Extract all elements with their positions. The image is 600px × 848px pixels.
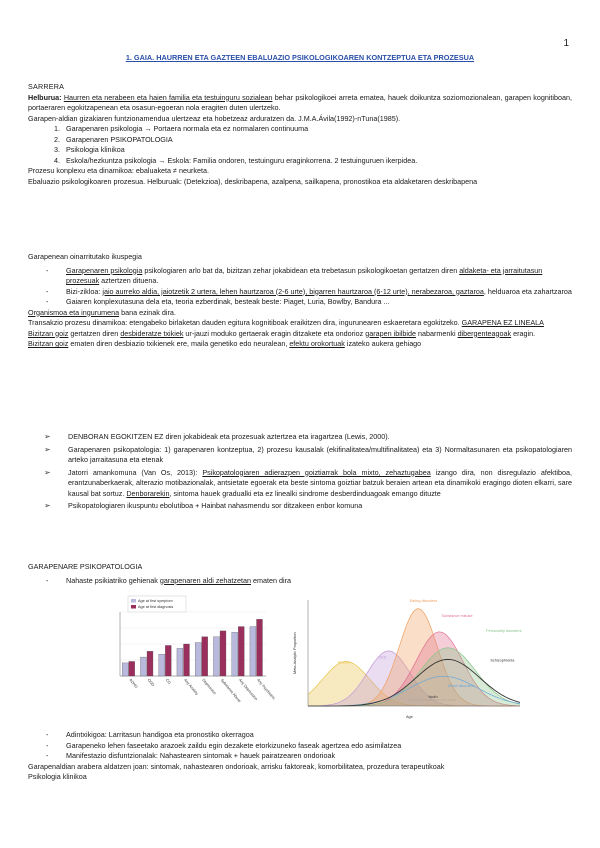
x-tick-label: Depression: [201, 678, 217, 696]
ikuspegia-heading: Garapenean oinarritutako ikuspegia: [28, 252, 142, 261]
ikuspegia-list: [28, 266, 572, 308]
helburua-paragraph: [28, 93, 572, 114]
list-item: 4. Eskola/hezkuntza psikologia → Eskola: Familia ondoren, testuinguru eraginkorrena. 2 testuinguruen ikerpidea.: [62, 156, 572, 167]
bar: [177, 648, 183, 676]
underlined-text: Bizitzan goiz: [28, 339, 69, 348]
x-tick-label: ODD: [146, 678, 156, 688]
text: , sintoma hauek gradualki eta ez linealki sindrome desberdinduagoak emango dituzte: [169, 488, 441, 498]
list-item: [58, 266, 572, 287]
series-label: Mood disorders: [447, 683, 475, 688]
bar: [232, 632, 238, 676]
text: eragin.: [511, 328, 536, 338]
page-title: 1. GAIA. HAURREN ETA GAZTEEN EBALUAZIO PSIKOLOGIKOAREN KONTZEPTUA ETA PROZESUA: [125, 53, 475, 62]
text: ematen diren desbiazio txikienek ere, maila genetiko edo neuralean,: [68, 339, 290, 348]
page-number: 1: [563, 38, 569, 49]
text: aztertzen dituena.: [99, 276, 159, 285]
series-label: Anxiety: [337, 660, 351, 665]
list-item: - Manifestazio disfuntzionalak: Nahastearen sintomak + hauek pairatzearen ondorioak: [58, 751, 572, 762]
text: bana ezinak dira.: [119, 307, 176, 317]
bar: [122, 663, 128, 676]
ebaluazio-line: Ebaluazio psikologikoaren prozesua. Helburuak: (Detekzioa), deskribapena, azalpena, sailkapena, pronostikoa eta aldaketaren deskribapena: [28, 176, 478, 186]
bar-chart: [98, 594, 276, 724]
list-item: - Adintxikigoa: Larritasun handigoa eta pronostiko okerragoa: [58, 730, 572, 741]
text: gertatzen diren: [68, 328, 121, 338]
bar: [195, 643, 201, 676]
underlined-text: jaio aurreko aldia, jaiotzetik 2 urtera, lehen haurtzaroa (2-6 urte), bigarren haurtzaroa (6-12 urte), nerabezaroa, gaztaroa: [102, 286, 484, 296]
prozesu-line: Prozesu konplexu eta dinamikoa: ebaluaketa ≠ neurketa.: [28, 166, 209, 175]
garapen-line: Garapen-aldian gizakiaren funtzionamendua ulertzeaz eta hobetzeaz arduratzen da. J.M.A.Ávila(1992)-nTuna(1985).: [28, 113, 401, 123]
underlined-text: aldaketa- eta jarraitutasun prozesuak: [66, 265, 543, 285]
list-item: [58, 287, 572, 298]
helburua-rest: behar psikologikoei arreta ematea, hauek doikuntza soziomozionalean, garapen kognitiboan, portaeraren egokitzapenean eta osasun-egoeran nola eragiten duten ulertzeko.: [28, 92, 573, 112]
bar: [159, 654, 165, 676]
psikopatologia-section: [28, 562, 572, 586]
transakzio-line: [28, 318, 572, 329]
bar: [257, 619, 263, 676]
x-tick-label: Any Anxiety: [183, 678, 199, 696]
bar: [184, 644, 190, 676]
underlined-text: Garapenaren psikologia: [66, 265, 143, 275]
arrow-section: [28, 432, 572, 514]
underlined-text: desbideratze txikiek: [120, 328, 184, 338]
arrow-item: [58, 468, 572, 500]
underlined-text: Organismoa eta ingurumena: [28, 307, 120, 317]
x-tick-label: Substance Abuse: [219, 678, 242, 704]
bizitzan-line-2: [28, 339, 572, 350]
organismo-line: [28, 308, 572, 319]
psikopatologia-list: [28, 576, 572, 587]
psikologia-klinikoa-line: Psikologia klinikoa: [28, 772, 87, 781]
underlined-text: dibergenteagoak: [457, 328, 512, 338]
text: ematen dira: [251, 575, 291, 585]
series-label: Schizophrenia: [490, 658, 515, 663]
bottom-list: [28, 730, 572, 762]
underlined-text: Psikopatologiaren adierazpen goiztiarrak bola mixto, zehaztugabea: [202, 467, 431, 477]
underlined-text: GARAPENA EZ LINEALA: [461, 318, 544, 327]
bar: [140, 657, 146, 676]
sarrera-heading: SARRERA: [28, 82, 65, 91]
helburua-label: Helburua:: [28, 92, 62, 102]
legend-swatch: [131, 599, 136, 603]
list-item: 1. Garapenaren psikologia → Portaera normala eta ez normalaren continuuma: [62, 124, 572, 135]
sarrera-list: [28, 124, 572, 166]
garapenaldian-line: Garapenaldian arabera aldatzen joan: sintomak, nahastearen ondorioak, arrisku faktoreak, komorbilitatea, prozedura terapeutikoak: [28, 761, 445, 771]
series-label: Personality disorders: [486, 628, 522, 633]
arrow-list: [28, 432, 572, 512]
bar: [165, 645, 171, 676]
line-chart: [288, 594, 528, 724]
y-axis-label: Meta-Analytic Proportion: [293, 632, 297, 674]
underlined-text: Denborarekin: [126, 488, 170, 498]
list-item: 2. Garapenaren PSIKOPATOLOGIA: [62, 135, 572, 146]
text: izateko aukera gehiago: [344, 339, 422, 348]
charts-figure: [98, 594, 528, 724]
arrow-item: ➢ DENBORAN EGOKITZEN EZ diren jokabideak eta prozesuak aztertzea eta iragartzea (Lewis, 2000).: [58, 432, 572, 443]
text: nabarmenki: [416, 328, 458, 338]
bizitzan-line-1: [28, 329, 572, 340]
series-label: Eating disorders: [409, 599, 438, 604]
bar: [213, 637, 219, 676]
list-item: 3. Psikologia klinikoa: [62, 145, 572, 156]
youth-annotation: Youth: [428, 695, 438, 699]
sarrera-section: [28, 82, 572, 187]
text: Nahaste psikiatriko gehienak: [66, 575, 160, 585]
helburua-underlined: Haurren eta nerabeen eta haien familia eta testuinguru sozialean: [63, 92, 273, 102]
x-axis-label: Age: [406, 715, 413, 719]
x-tick-label: Any Psychiatric: [256, 678, 276, 701]
series-label: Substance misuse: [441, 613, 473, 618]
series-label: OCD: [377, 655, 387, 660]
bar: [202, 637, 208, 676]
text: Jatorri amankomuna (Van Os, 2013):: [68, 467, 203, 477]
bar-legend: [128, 596, 186, 612]
text: psikologiaren arlo bat da, bizitzan zehar jokabidean eta trebetasun psikologikoetan gertatzen diren: [142, 265, 460, 275]
legend-label: Age at first diagnosis: [138, 605, 174, 610]
bar: [250, 627, 256, 676]
underlined-text: Bizitzan goiz: [28, 328, 69, 338]
legend-swatch: [131, 605, 136, 609]
bar: [220, 631, 226, 676]
text: izango dira, non disregulazio afektiboa, erantzunaberkaerak, alterazio motibazionalak, antsietate egoerak eta beste sintoma goiztiar batzuk beraien artean eta dinamikoki eragingo dioten elkarri, sare kausal bat sortuz.: [68, 467, 572, 498]
text: ur-jauzi moduko gertaerak eragin ditzakete eta ondorioz: [183, 328, 366, 338]
ikuspegia-section: [28, 252, 572, 350]
legend-label: Age at first symptom: [138, 599, 173, 604]
arrow-item: ➢ Garapenaren psikopatologia: 1) garapenaren kontzeptua, 2) prozesu kausalak (ekifinalitatea/multifinalitatea) eta 3) Normaltasunaren eta psikopatologiaren arteko jarraitasuna eta etenak: [58, 445, 572, 466]
list-item: - Garapeneko lehen faseetako arazoek zaildu egin dezakete etorkizuneko faseak agertzea edo asimilatzea: [58, 741, 572, 752]
text: Transakzio prozesu dinamikoa: etengabeko birlaketan dauden egitura kognitiboak eraikitzen dira, ingurunearen eskaeretara egokitzeko.: [28, 318, 460, 327]
bottom-section: [28, 730, 572, 783]
arrow-item: ➢ Psikopatologiaren ikuspuntu ebolutiboa + Hainbat nahasmendu sor ditzakeen enbor komuna: [58, 501, 572, 512]
underlined-text: garapen ibilbide: [365, 328, 416, 338]
bar: [129, 661, 135, 676]
bar: [147, 651, 153, 676]
underlined-text: garapenaren aldi zehatzetan: [159, 575, 252, 585]
list-item: - Gaiaren konplexutasuna dela eta, teoria ezberdinak, besteak beste: Piaget, Luria, Bowlby, Bandura ...: [58, 297, 572, 308]
text: Bizi-zikloa:: [66, 286, 103, 296]
text: , helduaroa eta zahartzaroa: [483, 286, 572, 296]
x-tick-label: Any Depression: [237, 678, 259, 702]
x-tick-label: ADHD: [128, 678, 139, 689]
list-item: [58, 576, 572, 587]
psikopatologia-heading: GARAPENARE PSIKOPATOLOGIA: [28, 562, 143, 571]
bar: [238, 627, 244, 676]
x-tick-label: CD: [164, 678, 172, 685]
underlined-text: efektu orokortuak: [289, 339, 345, 348]
